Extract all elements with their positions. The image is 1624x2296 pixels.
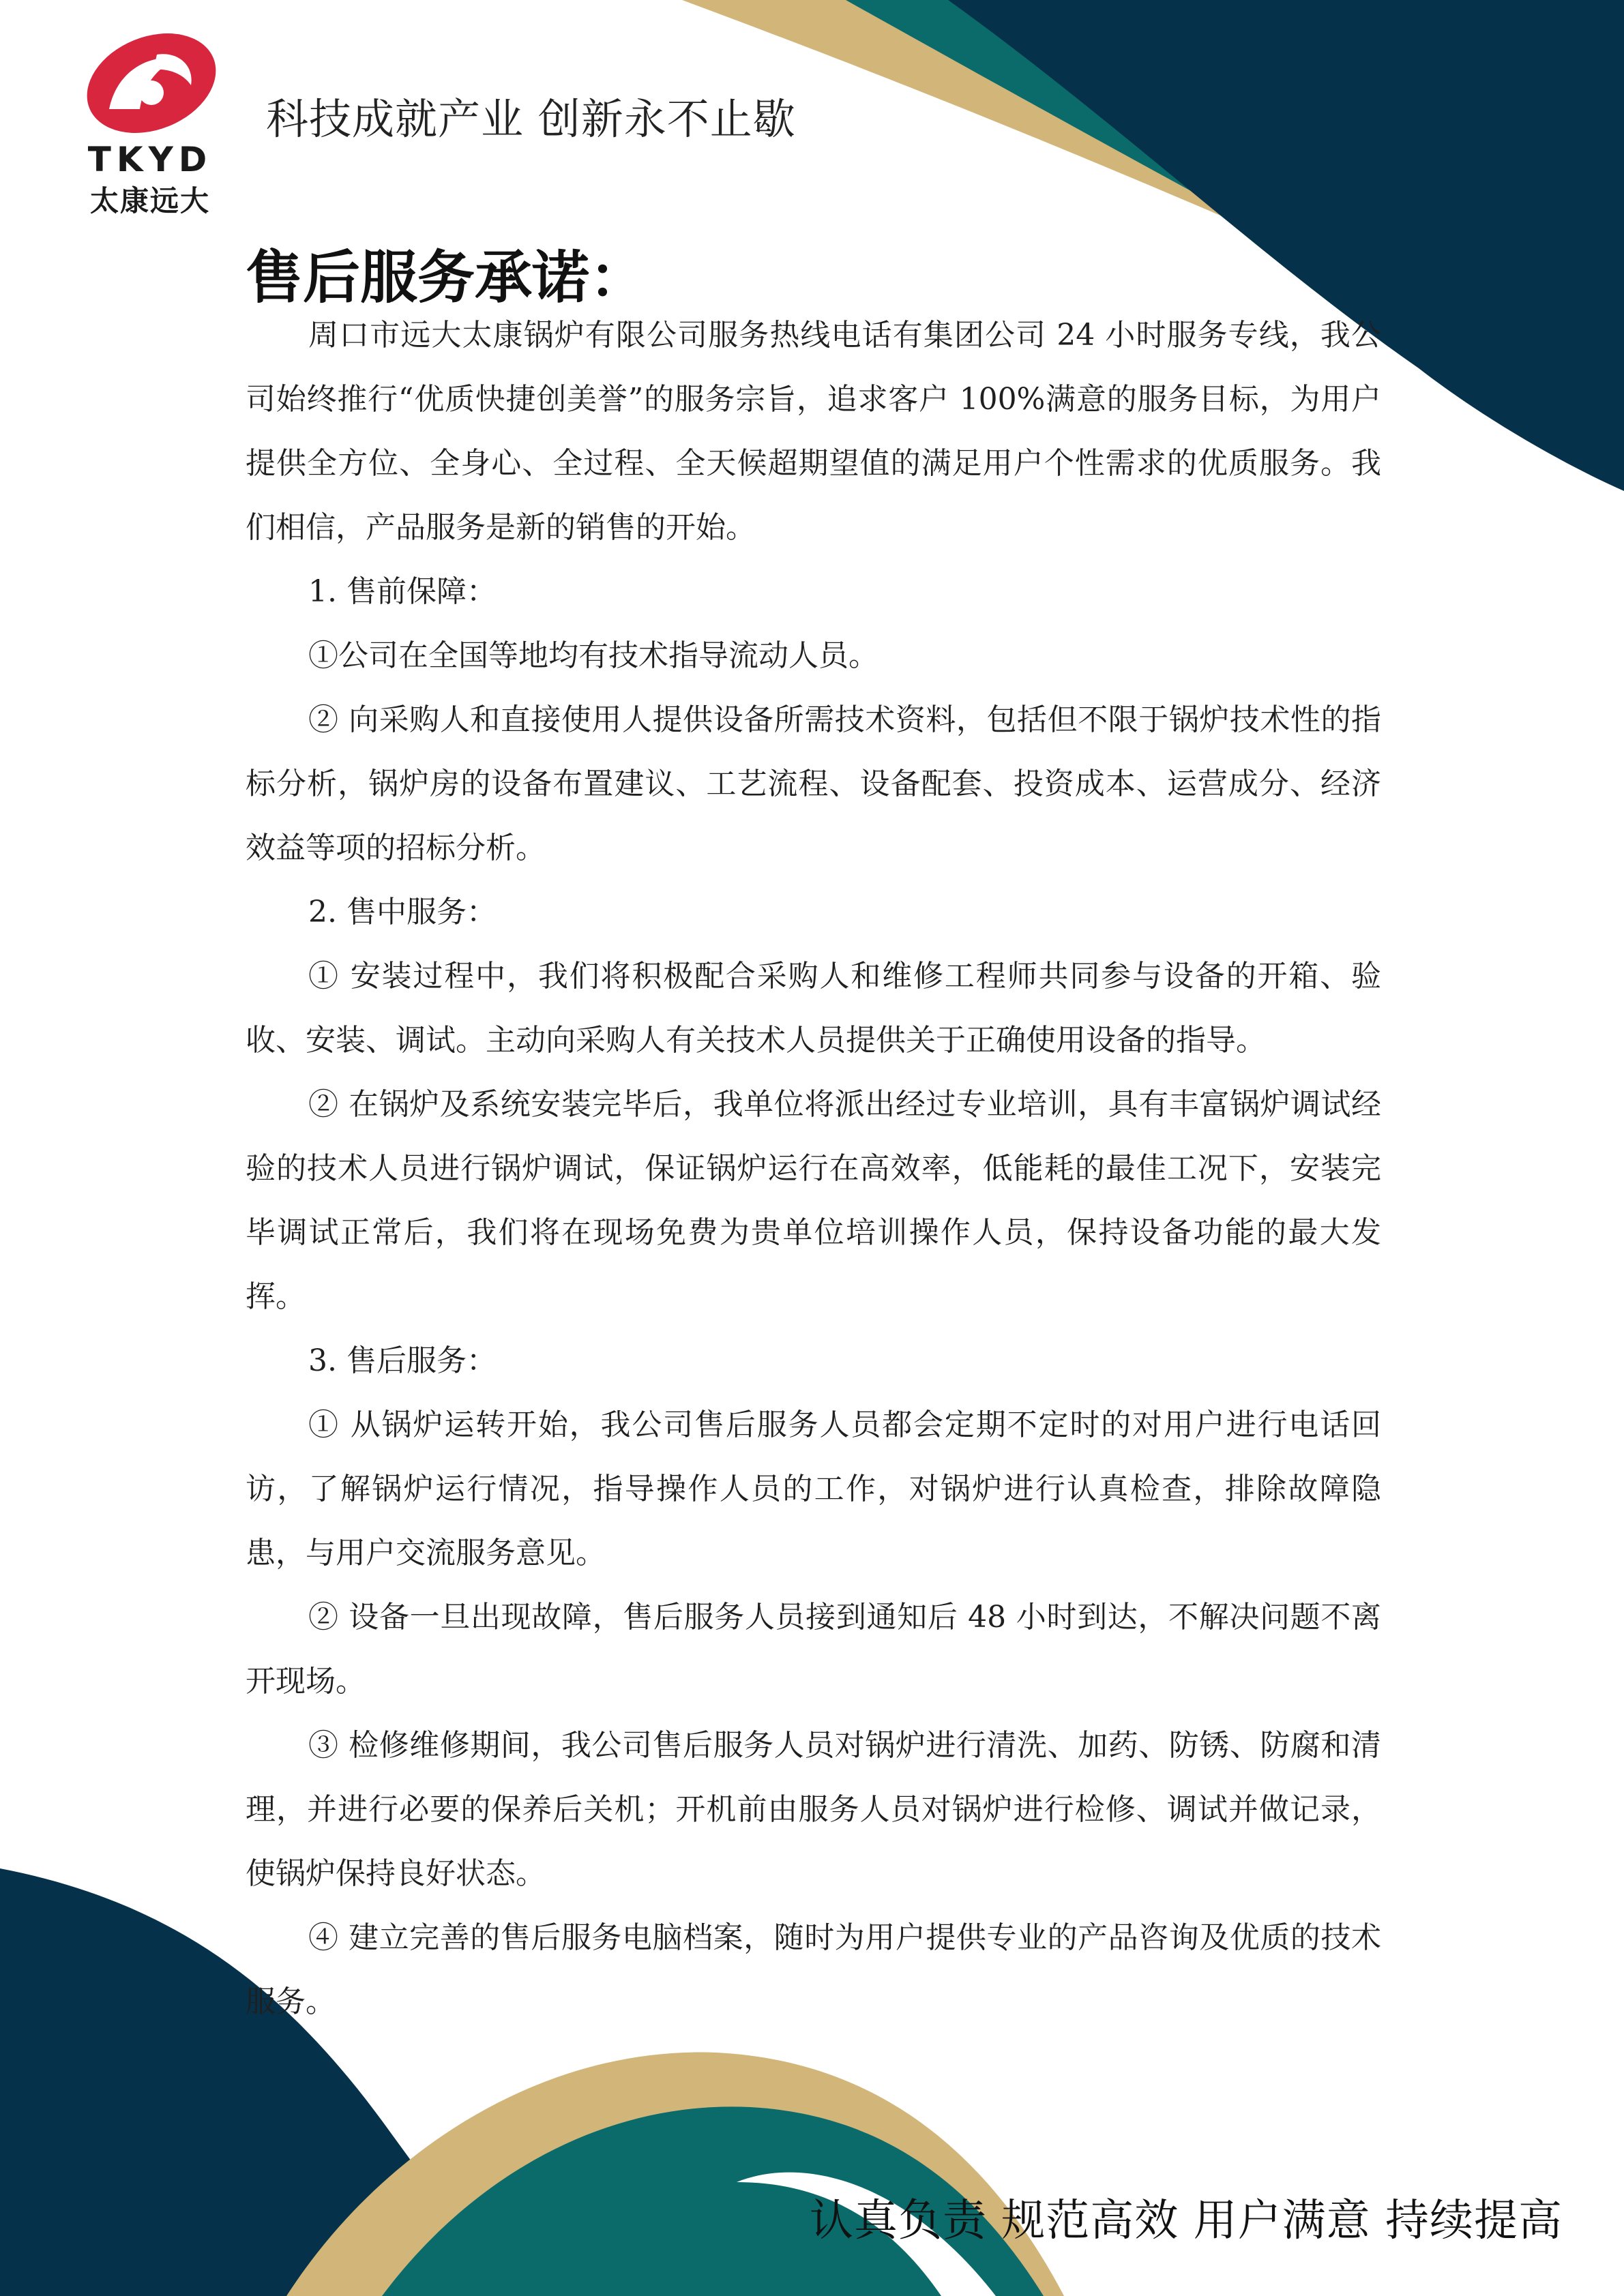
section-heading-after-sale: 3. 售后服务： (308, 1343, 497, 1378)
paragraph: ① 安装过程中，我们将积极配合采购人和维修工程师共同参与设备的开箱、验收、安装、调试。主动向采购人有关技术人员提供关于正确使用设备的指导。 (246, 959, 1381, 1058)
paragraph: ④ 建立完善的售后服务电脑档案，随时为用户提供专业的产品咨询及优质的技术服务。 (246, 1920, 1381, 2019)
company-logo (75, 27, 225, 218)
section-heading-in-sale: 2. 售中服务： (308, 895, 497, 929)
document-body (246, 303, 1381, 2034)
section-heading-pre-sale: 1. 售前保障： (308, 574, 497, 609)
logo-text-en: TKYD (87, 140, 213, 179)
header-slogan: 科技成就产业 创新永不止歇 (266, 94, 796, 144)
paragraph: ② 在锅炉及系统安装完毕后，我单位将派出经过专业培训，具有丰富锅炉调试经验的技术人员进行锅炉调试，保证锅炉运行在高效率，低能耗的最佳工况下，安装完毕调试正常后，我们将在现场免费为贵单位培训操作人员，保持设备功能的最大发挥。 (246, 1087, 1381, 1314)
paragraph: ② 向采购人和直接使用人提供设备所需技术资料，包括但不限于锅炉技术性的指标分析，锅炉房的设备布置建议、工艺流程、设备配套、投资成本、运营成分、经济效益等项的招标分析。 (246, 702, 1381, 865)
paragraph: ③ 检修维修期间，我公司售后服务人员对锅炉进行清洗、加药、防锈、防腐和清理，并进行必要的保养后关机；开机前由服务人员对锅炉进行检修、调试并做记录，使锅炉保持良好状态。 (246, 1728, 1381, 1891)
page-title: 售后服务承诺： (246, 244, 647, 311)
logo-text-cn: 太康远大 (89, 184, 210, 218)
paragraph: ② 设备一旦出现故障，售后服务人员接到通知后 48 小时到达，不解决问题不离开现场。 (246, 1600, 1381, 1699)
paragraph: ① 从锅炉运转开始，我公司售后服务人员都会定期不定时的对用户进行电话回访，了解锅炉运行情况，指导操作人员的工作，对锅炉进行认真检查，排除故障隐患，与用户交流服务意见。 (246, 1407, 1381, 1570)
paragraph-intro: 周口市远大太康锅炉有限公司服务热线电话有集团公司 24 小时服务专线，我公司始终推行“优质快捷创美誉”的服务宗旨，追求客户 100%满意的服务目标，为用户提供全方位、全身心、全过程、全天候超期望值的满足用户个性需求的优质服务。我们相信，产品服务是新的销售的开始。 (246, 318, 1381, 545)
footer-slogan: 认真负责 规范高效 用户满意 持续提高 (809, 2196, 1563, 2246)
logo-swirl-icon (75, 27, 225, 140)
paragraph: ①公司在全国等地均有技术指导流动人员。 (308, 638, 879, 673)
